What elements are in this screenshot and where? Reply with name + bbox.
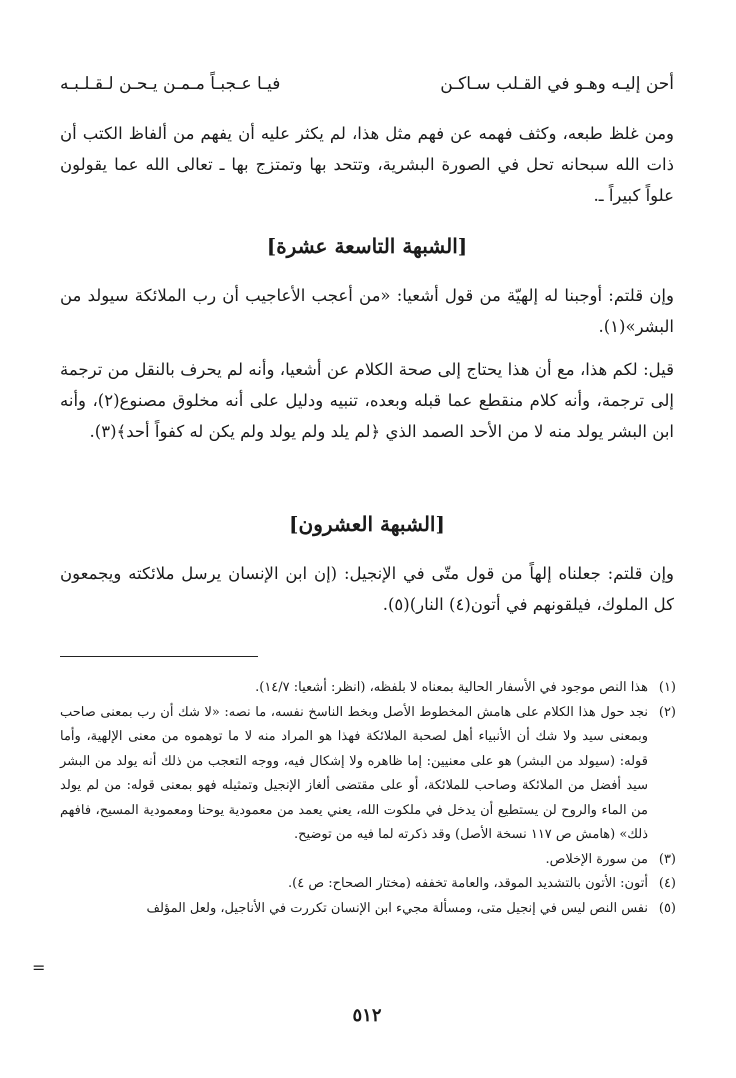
footnote-text: أتون: الأتون بالتشديد الموقد، والعامة تخففه (مختار الصحاح: ص ٤). xyxy=(288,876,648,891)
footnote-2 xyxy=(60,701,674,848)
footnote-5 xyxy=(60,897,674,922)
footnote-text: نجد حول هذا الكلام على هامش المخطوط الأصل وبخط الناسخ نفسه، ما نصه: «لا شك أن رب بمعنى صاحب وبمعنى سيد ولا شك أن الأنبياء أهل لصحبة الملائكة فهذا هو المراد منه لا ما توهموه من معنى الإلهية، وأما قوله: (سيولد من البشر) هو على معنيين: إما ظاهره ولا إشكال فيه، ووجه التعجب من ذلك أنه يولد من البشر سيد أفضل من الملائكة وصاحب للملائكة، أو على مقتضى ألغاز الإنجيل وتمثيله فهو بمعنى قوله: من لم يولد من الماء والروح لن يستطيع أن يدخل في ملكوت الله، يعني يعمد من معمودية يوحنا ومعمودية المسيح، فافهم ذلك» (هامش ص ١١٧ نسخة الأصل) وقد ذكرته لما فيه من توضيح. xyxy=(60,704,648,842)
verse-second-hemistich: فيـا عـجبـاً مـمـن يـحـن لـقـلـبـه xyxy=(60,74,281,94)
paragraph-commentary: ومن غلظ طبعه، وكثف فهمه عن فهم مثل هذا، لم يكثر عليه أن يفهم من ألفاظ الكتب أن ذات الله سبحانه تحل في الصورة البشرية، وتتحد بها وتمتزج بها ـ تعالى الله عما يقولون علواً كبيراً ـ. xyxy=(60,124,674,205)
footnote-text: نفس النص ليس في إنجيل متى، ومسألة مجيء ابن الإنسان تكررت في الأناجيل، ولعل المؤلف xyxy=(146,900,648,916)
footnote-4 xyxy=(60,872,674,897)
footnote-3 xyxy=(60,848,674,873)
footnote-text: هذا النص موجود في الأسفار الحالية بمعناه لا بلفظه، (انظر: أشعيا: ١٤/٧). xyxy=(255,680,648,695)
paragraph-reply-19: قيل: لكم هذا، مع أن هذا يحتاج إلى صحة الكلام عن أشعيا، وأنه لم يحرف بالنقل من ترجمة إلى ترجمة، وأنه كلام منقطع عما قبله وبعده، تنبيه ودليل على أنه مخلوق مصنوع(٢)، وأنه ابن البشر يولد منه لا من الأحد الصمد الذي ﴿لم يلد ولم يولد ولم يكن له كفواً أحد﴾(٣). xyxy=(60,360,674,441)
footnote-text: من سورة الإخلاص. xyxy=(545,851,648,867)
continuation-mark: = xyxy=(32,958,46,977)
footnote-separator xyxy=(60,656,258,657)
footnote-number: (١) xyxy=(658,680,676,695)
footnote-number: (٢) xyxy=(658,704,676,720)
verse-first-hemistich: أحن إليـه وهـو في القـلب سـاكـن xyxy=(440,74,674,94)
section-heading-20: [الشبهة العشرون] xyxy=(289,512,445,536)
footnote-number: (٤) xyxy=(658,876,676,891)
footnote-number: (٣) xyxy=(658,851,676,867)
paragraph-objection-20: وإن قلتم: جعلناه إلهاً من قول متّى في الإنجيل: (إن ابن الإنسان يرسل ملائكته ويجمعون كل الملوك، فيلقونهم في أتون(٤) النار)(٥). xyxy=(60,564,674,614)
section-heading-19: [الشبهة التاسعة عشرة] xyxy=(266,234,468,258)
footnote-1 xyxy=(60,676,674,701)
paragraph-objection-19: وإن قلتم: أوجبنا له إلهيّة من قول أشعيا: «من أعجب الأعاجيب أن رب الملائكة سيولد من البشر»(١). xyxy=(60,286,674,336)
footnote-number: (٥) xyxy=(658,900,676,916)
book-page xyxy=(32,0,676,1078)
poetry-verse xyxy=(60,74,674,104)
page-number: ٥١٢ xyxy=(352,1005,382,1026)
footnotes xyxy=(60,676,674,921)
